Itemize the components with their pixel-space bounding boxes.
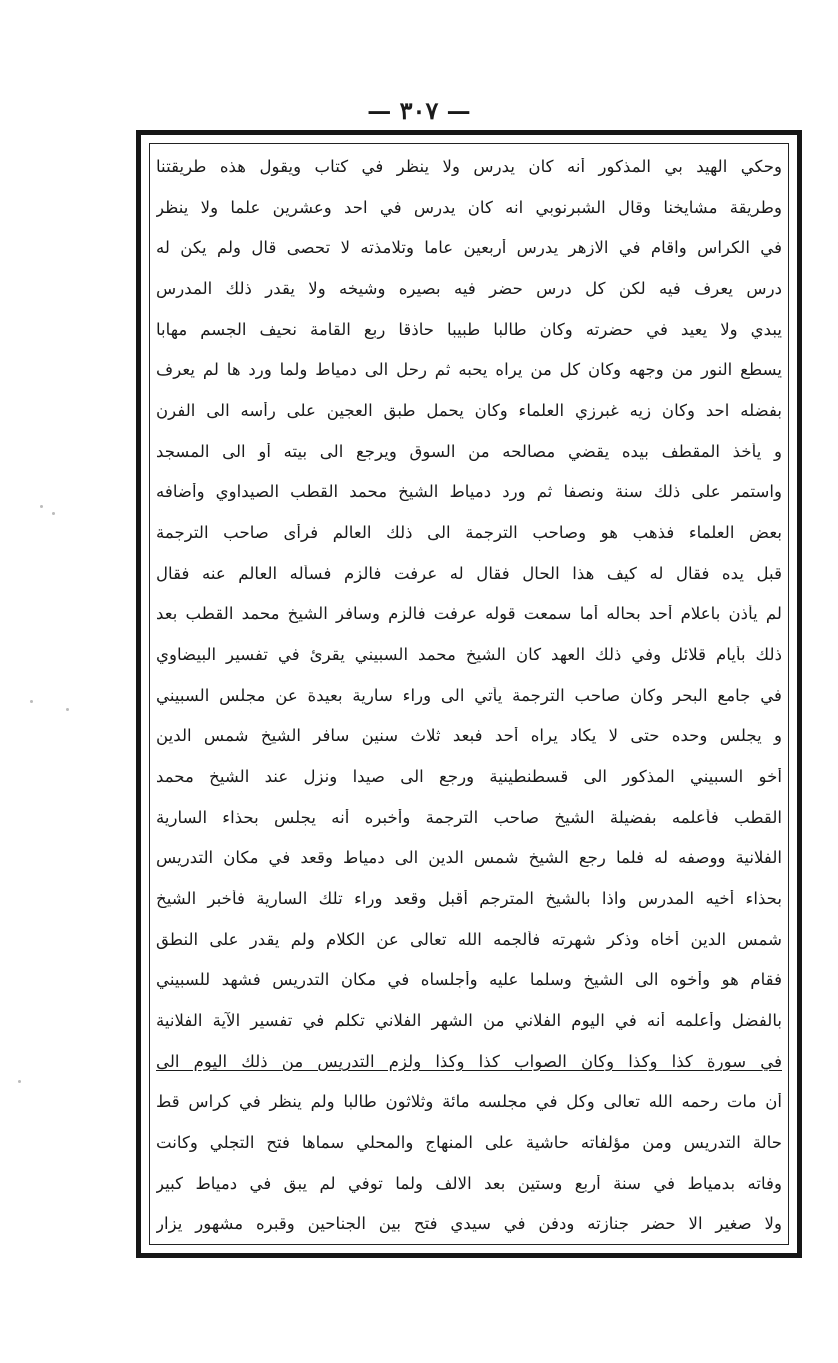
- text-line: بالفضل وأعلمه أنه في اليوم الفلاني من الشهر الفلاني تكلم في تفسير الآية الفلانية: [156, 1012, 782, 1031]
- text-line: و يأخذ المقطف بيده يقضي مصالحه من السوق ويرجع الى بيته أو الى المسجد: [156, 442, 782, 461]
- text-line: فقام هو وأخوه الى الشيخ وسلما عليه وأجلساه في مكان التدريس فشهد للسبيني: [156, 971, 782, 990]
- text-line: بفضله احد وكان زيه غبرزي العلماء وكان يحمل طبق العجين على رأسه الى الفرن: [156, 402, 782, 421]
- text-line: و يجلس وحده حتى لا يكاد يراه أحد فبعد ثلاث سنين سافر الشيخ شمس الدين: [156, 727, 782, 746]
- text-line: يسطع النور من وجهه وكان كل من يراه يحبه ثم رحل الى دمياط ولما ورد ها لم يعرف: [156, 361, 782, 380]
- text-line: ذلك بأيام قلائل وفي ذلك العهد كان الشيخ محمد السبيني يقرئ في تفسير البيضاوي: [156, 646, 782, 665]
- text-line: الفلانية ووصفه له فلما رجع الشيخ شمس الدين الى دمياط وقعد في مكان التدريس: [156, 849, 782, 868]
- text-line: بحذاء أخيه المدرس واذا بالشيخ المترجم أقبل وقعد وراء تلك السارية فأخبر الشيخ: [156, 890, 782, 909]
- text-line: بعض العلماء فذهب هو وصاحب الترجمة الى ذلك العالم فرأى صاحب الترجمة: [156, 524, 782, 543]
- text-line: القطب فأعلمه بفضيلة الشيخ صاحب الترجمة وأخبره أنه يجلس بحذاء السارية: [156, 808, 782, 827]
- scan-speck: [66, 708, 69, 711]
- text-body: [156, 158, 782, 1234]
- text-line: واستمر على ذلك سنة ونصفا ثم ورد دمياط الشيخ محمد القطب الصيداوي وأضافه: [156, 483, 782, 502]
- text-line: درس يعرف فيه لكن كل درس حضر فيه بصيره وشيخه ولا يقدر ذلك المدرس: [156, 280, 782, 299]
- scan-speck: [18, 1080, 21, 1083]
- text-line: وحكي الهيد بي المذكور أنه كان يدرس ولا ينظر في كتاب ويقول هذه طريقتنا: [156, 158, 782, 176]
- scan-speck: [30, 700, 33, 703]
- page-number: — ٣٠٧ —: [367, 96, 471, 125]
- scan-speck: [52, 512, 55, 515]
- text-line: في الكراس واقام في الازهر يدرس أربعين عاما وتلامذته لا تحصى قال ولم يكن له: [156, 239, 782, 258]
- text-line: شمس الدين أخاه وذكر شهرته فألجمه الله تعالى عن الكلام ولم يقدر على النطق: [156, 930, 782, 949]
- text-line: في جامع البحر وكان صاحب الترجمة يأتي الى وراء سارية بعيدة عن مجلس السبيني: [156, 686, 782, 705]
- text-line-underlined: في سورة كذا وكذا وكان الصواب كذا وكذا ولزم التدريس من ذلك اليوم الى: [156, 1052, 782, 1071]
- text-line: لم يأذن باعلام أحد بحاله أما سمعت قوله عرفت فالزم وسافر الشيخ محمد القطب بعد: [156, 605, 782, 624]
- text-line: وطريقة مشايخنا وقال الشبرنوبي انه كان يدرس في احد وعشرين علما ولا ينظر: [156, 198, 782, 217]
- text-line: حالة التدريس ومن مؤلفاته حاشية على المنهاج والمحلي سماها فتح التجلي وكانت: [156, 1134, 782, 1153]
- text-line: وفاته بدمياط في سنة أربع وستين بعد الالف ولما توفي لم يبق في دمياط كبير: [156, 1174, 782, 1193]
- text-line: قبل يده فقال له كيف هذا الحال فقال له عرفت فالزم فسأله العالم عنه فقال: [156, 564, 782, 583]
- text-line: أخو السبيني المذكور الى قسطنطينية ورجع الى صيدا ونزل عند الشيخ محمد: [156, 768, 782, 787]
- text-frame: [136, 130, 802, 1258]
- text-line: ولا صغير الا حضر جنازته ودفن في سيدي فتح بين الجناحين وقبره مشهور يزار: [156, 1215, 782, 1234]
- text-line: أن مات رحمه الله تعالى وكل في مجلسه مائة وثلاثون طالبا ولم ينظر في كراس قط: [156, 1093, 782, 1112]
- scan-speck: [40, 505, 43, 508]
- text-frame-inner-border: [149, 143, 789, 1245]
- text-line: يبدي ولا يعيد في حضرته وكان طالبا طبيبا حاذقا ربع القامة نحيف الجسم مهابا: [156, 320, 782, 339]
